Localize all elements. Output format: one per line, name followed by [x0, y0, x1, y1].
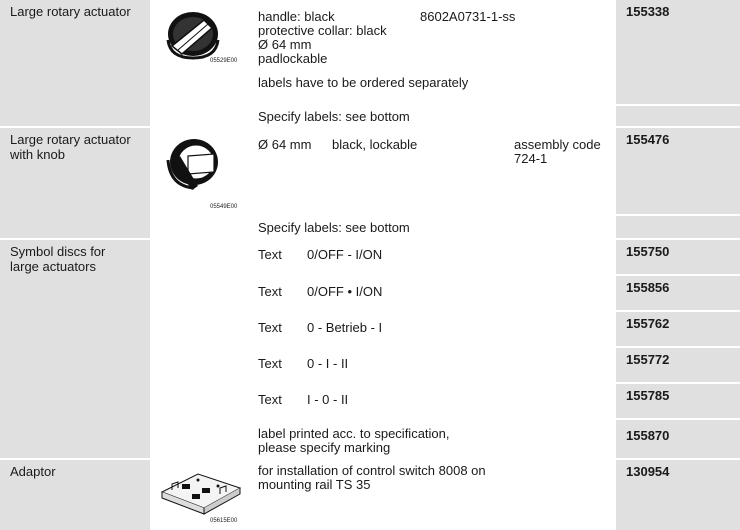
label-text-value: 0/OFF • I/ON [307, 284, 383, 299]
symbol-disc-row [152, 276, 614, 310]
row2-description [152, 128, 614, 214]
row2-specify-cell [152, 216, 614, 238]
order-number: 130954 [616, 460, 740, 530]
label-text-value: 0 - I - II [307, 356, 349, 371]
product-name-symbol-discs: Symbol discs for large actuators [0, 240, 150, 458]
order-number: 155772 [616, 348, 740, 382]
custom-label-text: label printed acc. to specification, please specify marking [258, 426, 450, 455]
row1-description [152, 0, 614, 104]
label-text-value: 0/OFF - I/ON [307, 247, 383, 262]
text-label: Text [258, 356, 282, 371]
figure-code: 05529E00 [210, 58, 238, 64]
specify-labels-text: Specify labels: see bottom [258, 220, 410, 235]
order-number-empty [616, 216, 740, 238]
order-number: 155856 [616, 276, 740, 310]
product-name-large-rotary-actuator: Large rotary actuator [0, 0, 150, 126]
label-text-value: I - 0 - II [307, 392, 349, 407]
label-text-value: 0 - Betrieb - I [307, 320, 383, 335]
order-number: 155762 [616, 312, 740, 346]
actuator-with-knob-figure [158, 132, 228, 198]
product-name-actuator-with-knob: Large rotary actuator with knob [0, 128, 150, 238]
order-number-empty [616, 106, 740, 126]
text-label: Text [258, 284, 282, 299]
symbol-disc-row [152, 312, 614, 346]
order-number: 155785 [616, 384, 740, 418]
figure-code: 05615E00 [210, 518, 238, 524]
text-label: Text [258, 247, 282, 262]
order-number: 155476 [616, 128, 740, 214]
custom-label-row [152, 420, 614, 458]
symbol-disc-row [152, 384, 614, 418]
product-name-adaptor: Adaptor [0, 460, 150, 530]
order-number: 155750 [616, 240, 740, 274]
assembly-code: assembly code 724-1 [514, 137, 601, 166]
diameter-spec: Ø 64 mm [258, 137, 312, 152]
order-number: 155870 [616, 420, 740, 458]
order-number: 155338 [616, 0, 740, 104]
specify-labels-text: Specify labels: see bottom [258, 109, 410, 124]
ordering-note: labels have to be ordered separately [258, 75, 469, 90]
reference-number: 8602A0731-1-ss [420, 9, 516, 24]
text-label: Text [258, 320, 282, 335]
color-lock-spec: black, lockable [332, 137, 418, 152]
product-specs: handle: black protective collar: black Ø 64 mm padlockable [258, 9, 387, 66]
symbol-disc-row [152, 348, 614, 382]
row1-specify-cell [152, 106, 614, 126]
figure-code: 05549E00 [210, 204, 238, 210]
text-label: Text [258, 392, 282, 407]
adaptor-figure [158, 466, 244, 518]
symbol-disc-row [152, 240, 614, 274]
row4-description [152, 460, 614, 530]
adaptor-description: for installation of control switch 8008 on mounting rail TS 35 [258, 463, 486, 492]
